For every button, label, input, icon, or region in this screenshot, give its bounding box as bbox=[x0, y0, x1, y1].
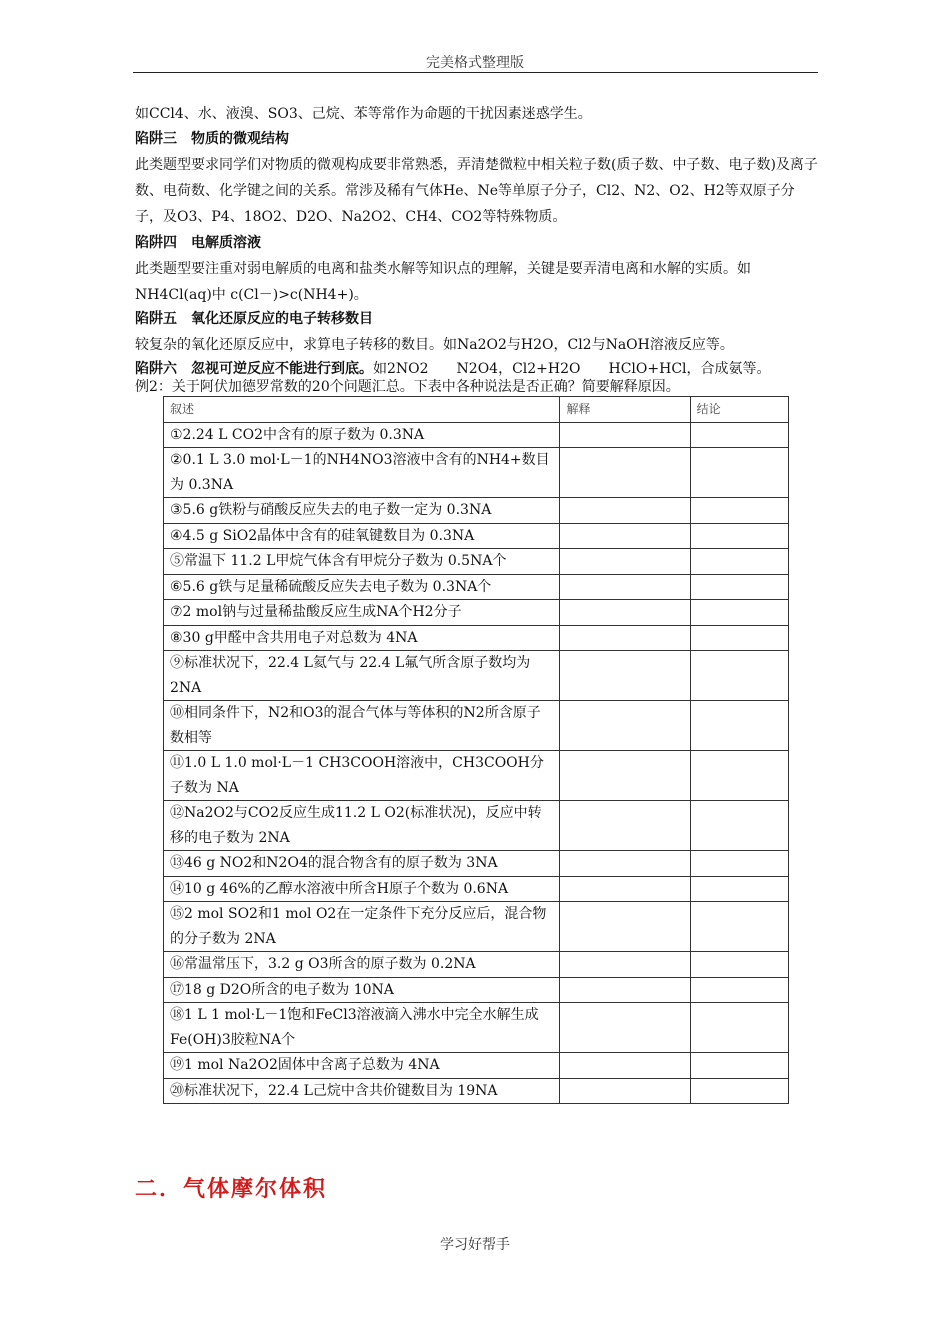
conclusion-cell[interactable] bbox=[690, 448, 788, 498]
page-footer: 学习好帮手 bbox=[440, 1237, 510, 1253]
explanation-cell[interactable] bbox=[560, 751, 690, 801]
statement-cell: ⑱1 L 1 mol·L－1饱和FeCl3溶液滴入沸水中完全水解生成Fe(OH)3胶粒NA个 bbox=[164, 1003, 560, 1053]
table-row bbox=[164, 600, 789, 626]
question-table bbox=[163, 396, 789, 1104]
statement-cell: ⑮2 mol SO2和1 mol O2在一定条件下充分反应后，混合物的分子数为 2NA bbox=[164, 902, 560, 952]
conclusion-cell[interactable] bbox=[690, 876, 788, 902]
page-header-title: 完美格式整理版 bbox=[426, 55, 524, 71]
statement-cell: ⑭10 g 46%的乙醇水溶液中所含H原子个数为 0.6NA bbox=[164, 876, 560, 902]
trap-6-body: 如2NO2 N2O4，Cl2+H2O HClO+HCl，合成氨等。 bbox=[373, 361, 771, 377]
table-row bbox=[164, 448, 789, 498]
explanation-cell[interactable] bbox=[560, 422, 690, 448]
statement-cell: ⑨标准状况下，22.4 L氦气与 22.4 L氟气所含原子数均为 2NA bbox=[164, 651, 560, 701]
table-row bbox=[164, 851, 789, 877]
table-row bbox=[164, 801, 789, 851]
statement-cell: ⑤常温下 11.2 L甲烷气体含有甲烷分子数为 0.5NA个 bbox=[164, 549, 560, 575]
statement-cell: ⑥5.6 g铁与足量稀硫酸反应失去电子数为 0.3NA个 bbox=[164, 574, 560, 600]
trap-4-body: 此类题型要注重对弱电解质的电离和盐类水解等知识点的理解，关键是要弄清电离和水解的实质。如NH4Cl(aq)中 c(Cl－)>c(NH4+)。 bbox=[135, 261, 751, 303]
explanation-cell[interactable] bbox=[560, 448, 690, 498]
statement-cell: ④4.5 g SiO2晶体中含有的硅氧键数目为 0.3NA bbox=[164, 523, 560, 549]
conclusion-cell[interactable] bbox=[690, 851, 788, 877]
statement-cell: ⑪1.0 L 1.0 mol·L－1 CH3COOH溶液中，CH3COOH分子数为 NA bbox=[164, 751, 560, 801]
statement-cell: ⑲1 mol Na2O2固体中含离子总数为 4NA bbox=[164, 1053, 560, 1079]
conclusion-cell[interactable] bbox=[690, 523, 788, 549]
explanation-cell[interactable] bbox=[560, 902, 690, 952]
table-row bbox=[164, 549, 789, 575]
table-row bbox=[164, 1078, 789, 1104]
conclusion-cell[interactable] bbox=[690, 1003, 788, 1053]
statement-cell: ⑩相同条件下，N2和O3的混合气体与等体积的N2所含原子数相等 bbox=[164, 701, 560, 751]
conclusion-cell[interactable] bbox=[690, 977, 788, 1003]
statement-cell: ⑦2 mol钠与过量稀盐酸反应生成NA个H2分子 bbox=[164, 600, 560, 626]
table-body bbox=[164, 422, 789, 1104]
explanation-cell[interactable] bbox=[560, 952, 690, 978]
conclusion-cell[interactable] bbox=[690, 498, 788, 524]
explanation-cell[interactable] bbox=[560, 1003, 690, 1053]
conclusion-cell[interactable] bbox=[690, 574, 788, 600]
conclusion-cell[interactable] bbox=[690, 952, 788, 978]
table-row bbox=[164, 751, 789, 801]
trap-4-heading: 陷阱四 电解质溶液 bbox=[135, 235, 261, 251]
explanation-cell[interactable] bbox=[560, 549, 690, 575]
explanation-cell[interactable] bbox=[560, 651, 690, 701]
trap-5-body: 较复杂的氧化还原反应中，求算电子转移的数目。如Na2O2与H2O，Cl2与NaOH溶液反应等。 bbox=[135, 337, 734, 353]
statement-cell: ②0.1 L 3.0 mol·L－1的NH4NO3溶液中含有的NH4+数目为 0.3NA bbox=[164, 448, 560, 498]
table-row bbox=[164, 498, 789, 524]
section-title: 二．气体摩尔体积 bbox=[135, 1176, 328, 1202]
explanation-cell[interactable] bbox=[560, 701, 690, 751]
statement-cell: ①2.24 L CO2中含有的原子数为 0.3NA bbox=[164, 422, 560, 448]
table-header-row bbox=[164, 397, 789, 423]
table-row bbox=[164, 1053, 789, 1079]
column-header-explanation: 解释 bbox=[560, 397, 690, 423]
intro-line: 如CCl4、水、液溴、SO3、己烷、苯等常作为命题的干扰因素迷惑学生。 bbox=[135, 106, 592, 122]
table-row bbox=[164, 625, 789, 651]
explanation-cell[interactable] bbox=[560, 625, 690, 651]
table-row bbox=[164, 977, 789, 1003]
statement-cell: ⑬46 g NO2和N2O4的混合物含有的原子数为 3NA bbox=[164, 851, 560, 877]
column-header-conclusion: 结论 bbox=[690, 397, 788, 423]
conclusion-cell[interactable] bbox=[690, 625, 788, 651]
statement-cell: ⑧30 g甲醛中含共用电子对总数为 4NA bbox=[164, 625, 560, 651]
conclusion-cell[interactable] bbox=[690, 422, 788, 448]
example-line: 例2：关于阿伏加德罗常数的20个问题汇总。下表中各种说法是否正确？简要解释原因。 bbox=[135, 379, 680, 395]
trap-3-body: 此类题型要求同学们对物质的微观构成要非常熟悉，弄清楚微粒中相关粒子数(质子数、中子数、电子数)及离子数、电荷数、化学键之间的关系。常涉及稀有气体He、Ne等单原子分子，Cl2、N2、O2、H2等双原子分子，及O3、P4、18O2、D2O、Na2O2、CH4、CO2等特殊物质。 bbox=[135, 157, 818, 225]
explanation-cell[interactable] bbox=[560, 1078, 690, 1104]
explanation-cell[interactable] bbox=[560, 574, 690, 600]
statement-cell: ⑫Na2O2与CO2反应生成11.2 L O2(标准状况)，反应中转移的电子数为 2NA bbox=[164, 801, 560, 851]
conclusion-cell[interactable] bbox=[690, 651, 788, 701]
table-row bbox=[164, 876, 789, 902]
trap-3-heading: 陷阱三 物质的微观结构 bbox=[135, 131, 289, 147]
explanation-cell[interactable] bbox=[560, 600, 690, 626]
header-rule bbox=[133, 72, 818, 73]
table-row bbox=[164, 422, 789, 448]
statement-cell: ⑳标准状况下，22.4 L己烷中含共价键数目为 19NA bbox=[164, 1078, 560, 1104]
trap-6-heading: 陷阱六 忽视可逆反应不能进行到底。 bbox=[135, 361, 373, 377]
trap-5-heading: 陷阱五 氧化还原反应的电子转移数目 bbox=[135, 311, 373, 327]
table-row bbox=[164, 523, 789, 549]
conclusion-cell[interactable] bbox=[690, 600, 788, 626]
conclusion-cell[interactable] bbox=[690, 701, 788, 751]
conclusion-cell[interactable] bbox=[690, 801, 788, 851]
explanation-cell[interactable] bbox=[560, 876, 690, 902]
explanation-cell[interactable] bbox=[560, 1053, 690, 1079]
conclusion-cell[interactable] bbox=[690, 549, 788, 575]
conclusion-cell[interactable] bbox=[690, 902, 788, 952]
explanation-cell[interactable] bbox=[560, 498, 690, 524]
conclusion-cell[interactable] bbox=[690, 1078, 788, 1104]
table-row bbox=[164, 701, 789, 751]
table-row bbox=[164, 651, 789, 701]
explanation-cell[interactable] bbox=[560, 801, 690, 851]
explanation-cell[interactable] bbox=[560, 523, 690, 549]
table-row bbox=[164, 902, 789, 952]
table-row bbox=[164, 952, 789, 978]
column-header-statement: 叙述 bbox=[164, 397, 560, 423]
explanation-cell[interactable] bbox=[560, 851, 690, 877]
table-row bbox=[164, 574, 789, 600]
conclusion-cell[interactable] bbox=[690, 1053, 788, 1079]
statement-cell: ⑯常温常压下，3.2 g O3所含的原子数为 0.2NA bbox=[164, 952, 560, 978]
conclusion-cell[interactable] bbox=[690, 751, 788, 801]
explanation-cell[interactable] bbox=[560, 977, 690, 1003]
statement-cell: ⑰18 g D2O所含的电子数为 10NA bbox=[164, 977, 560, 1003]
table-row bbox=[164, 1003, 789, 1053]
statement-cell: ③5.6 g铁粉与硝酸反应失去的电子数一定为 0.3NA bbox=[164, 498, 560, 524]
